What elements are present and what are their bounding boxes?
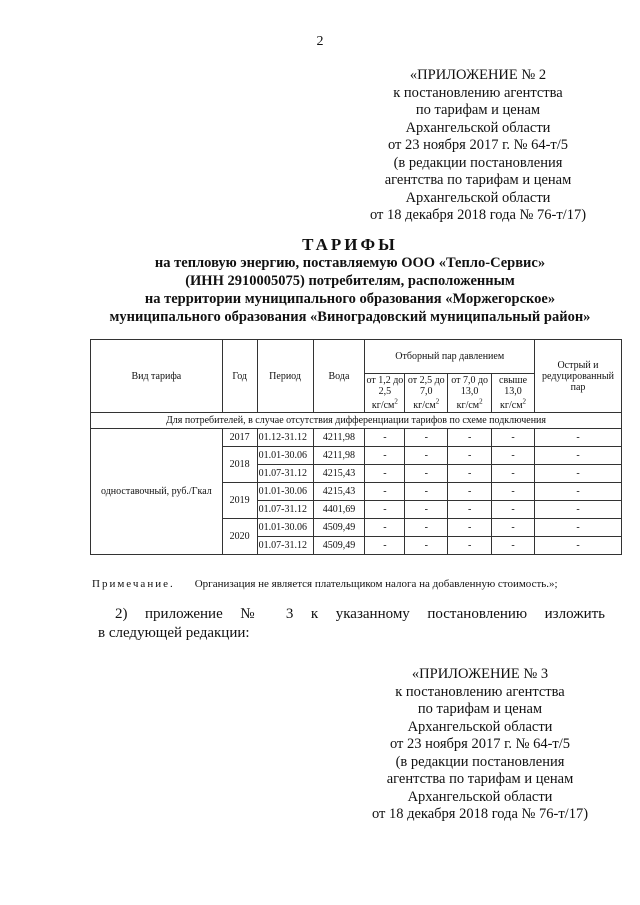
dash-cell: -: [535, 447, 622, 465]
tariff-type-cell: одноставочный, руб./Гкал: [91, 429, 223, 555]
appendix-line: Архангельской области: [407, 718, 553, 735]
page-number: 2: [316, 34, 324, 49]
appendix-line: Архангельской области: [405, 119, 551, 136]
year-cell: 2020: [222, 519, 257, 555]
pressure-unit: $кг/см^2$: [456, 397, 483, 412]
appendix-line: «ПРИЛОЖЕНИЕ № 3: [411, 666, 549, 682]
note-label: Примечание.: [92, 578, 175, 590]
dash-cell: -: [405, 483, 448, 501]
appendix-2-header: [348, 67, 608, 225]
header-tariff-type: Вид тарифа: [91, 340, 223, 413]
appendix-line: Архангельской области: [405, 189, 551, 206]
header-pressure-4: [492, 374, 535, 413]
dash-cell: -: [365, 501, 405, 519]
dash-cell: -: [492, 447, 535, 465]
pressure-unit: $кг/см^2$: [371, 397, 398, 412]
header-period: Период: [257, 340, 313, 413]
dash-cell: -: [535, 465, 622, 483]
appendix-line: «ПРИЛОЖЕНИЕ № 2: [409, 67, 547, 83]
water-cell: 4215,43: [313, 465, 365, 483]
header-pressure-1: [365, 374, 405, 413]
appendix-line: от 23 ноября 2017 г. № 64-т/5: [389, 736, 571, 752]
dash-cell: -: [365, 465, 405, 483]
document-title: [0, 236, 640, 326]
dash-cell: -: [405, 501, 448, 519]
dash-cell: -: [405, 429, 448, 447]
tariff-table: [90, 339, 622, 555]
dash-cell: -: [365, 483, 405, 501]
dash-cell: -: [405, 519, 448, 537]
period-cell: 01.07-31.12: [257, 465, 313, 483]
dash-cell: -: [492, 483, 535, 501]
dash-cell: -: [365, 519, 405, 537]
appendix-line: агентства по тарифам и ценам: [386, 771, 574, 787]
appendix-line: от 23 ноября 2017 г. № 64-т/5: [387, 137, 569, 153]
pressure-unit: $кг/см^2$: [500, 397, 527, 412]
dash-cell: -: [492, 465, 535, 483]
period-cell: 01.01-30.06: [257, 483, 313, 501]
table-row: [91, 429, 622, 447]
dash-cell: -: [448, 483, 492, 501]
period-cell: 01.07-31.12: [257, 537, 313, 555]
period-cell: 01.07-31.12: [257, 501, 313, 519]
dash-cell: -: [492, 501, 535, 519]
note-text: Организация не является плательщиком налога на добавленную стоимость.»;: [194, 578, 558, 590]
title-heading: ТАРИФЫ: [302, 235, 398, 254]
year-cell: 2018: [222, 447, 257, 483]
appendix-line: агентства по тарифам и ценам: [384, 172, 572, 188]
appendix-line: по тарифам и ценам: [415, 102, 541, 118]
dash-cell: -: [535, 429, 622, 447]
year-cell: 2019: [222, 483, 257, 519]
water-cell: 4509,49: [313, 537, 365, 555]
appendix-line: к постановлению агентства: [393, 84, 563, 101]
amendment-paragraph: 2) приложение № 3 к указанному постановлению изложить: [115, 606, 605, 622]
pressure-range: свыше 13,0: [499, 374, 528, 397]
title-line: на территории муниципального образования «Моржегорское»: [144, 291, 556, 307]
consumers-row: Для потребителей, в случае отсутствия дифференциации тарифов по схеме подключения: [91, 413, 622, 429]
dash-cell: -: [448, 537, 492, 555]
header-pressure-2: [405, 374, 448, 413]
year-cell: 2017: [222, 429, 257, 447]
dash-cell: -: [365, 537, 405, 555]
title-line: на тепловую энергию, поставляемую ООО «Тепло-Сервис»: [154, 255, 546, 271]
pressure-range: от 7,0 до 13,0: [451, 374, 489, 397]
header-year: Год: [222, 340, 257, 413]
header-pressure-3: [448, 374, 492, 413]
dash-cell: -: [535, 537, 622, 555]
dash-cell: -: [365, 447, 405, 465]
period-cell: 01.01-30.06: [257, 519, 313, 537]
title-line: муниципального образования «Виноградовский муниципальный район»: [109, 309, 591, 325]
water-cell: 4211,98: [313, 429, 365, 447]
appendix-line: от 18 декабря 2018 года № 76-т/17): [371, 806, 589, 822]
dash-cell: -: [448, 501, 492, 519]
dash-cell: -: [365, 429, 405, 447]
dash-cell: -: [535, 483, 622, 501]
water-cell: 4509,49: [313, 519, 365, 537]
dash-cell: -: [492, 429, 535, 447]
water-cell: 4211,98: [313, 447, 365, 465]
pressure-range: от 1,2 до 2,5: [366, 374, 404, 397]
dash-cell: -: [405, 447, 448, 465]
header-steam: Отборный пар давлением: [365, 340, 535, 374]
dash-cell: -: [405, 537, 448, 555]
appendix-line: (в редакции постановления: [395, 753, 565, 770]
appendix-line: (в редакции постановления: [393, 154, 563, 171]
appendix-line: от 18 декабря 2018 года № 76-т/17): [369, 207, 587, 223]
dash-cell: -: [535, 501, 622, 519]
dash-cell: -: [405, 465, 448, 483]
dash-cell: -: [492, 537, 535, 555]
appendix-line: Архангельской области: [407, 788, 553, 805]
appendix-3-header: [350, 666, 610, 824]
header-sharp-steam: Острый и редуцированный пар: [535, 340, 622, 413]
dash-cell: -: [448, 429, 492, 447]
appendix-line: к постановлению агентства: [395, 683, 565, 700]
period-cell: 01.12-31.12: [257, 429, 313, 447]
water-cell: 4215,43: [313, 483, 365, 501]
amendment-paragraph-cont: в следующей редакции:: [98, 625, 250, 641]
period-cell: 01.01-30.06: [257, 447, 313, 465]
dash-cell: -: [448, 447, 492, 465]
appendix-line: по тарифам и ценам: [417, 701, 543, 717]
dash-cell: -: [448, 465, 492, 483]
dash-cell: -: [448, 519, 492, 537]
table-note: [92, 578, 558, 590]
water-cell: 4401,69: [313, 501, 365, 519]
dash-cell: -: [535, 519, 622, 537]
pressure-range: от 2,5 до 7,0: [407, 374, 445, 397]
pressure-unit: $кг/см^2$: [413, 397, 440, 412]
header-water: Вода: [313, 340, 365, 413]
title-line: (ИНН 2910005075) потребителям, расположенным: [185, 273, 515, 289]
dash-cell: -: [492, 519, 535, 537]
